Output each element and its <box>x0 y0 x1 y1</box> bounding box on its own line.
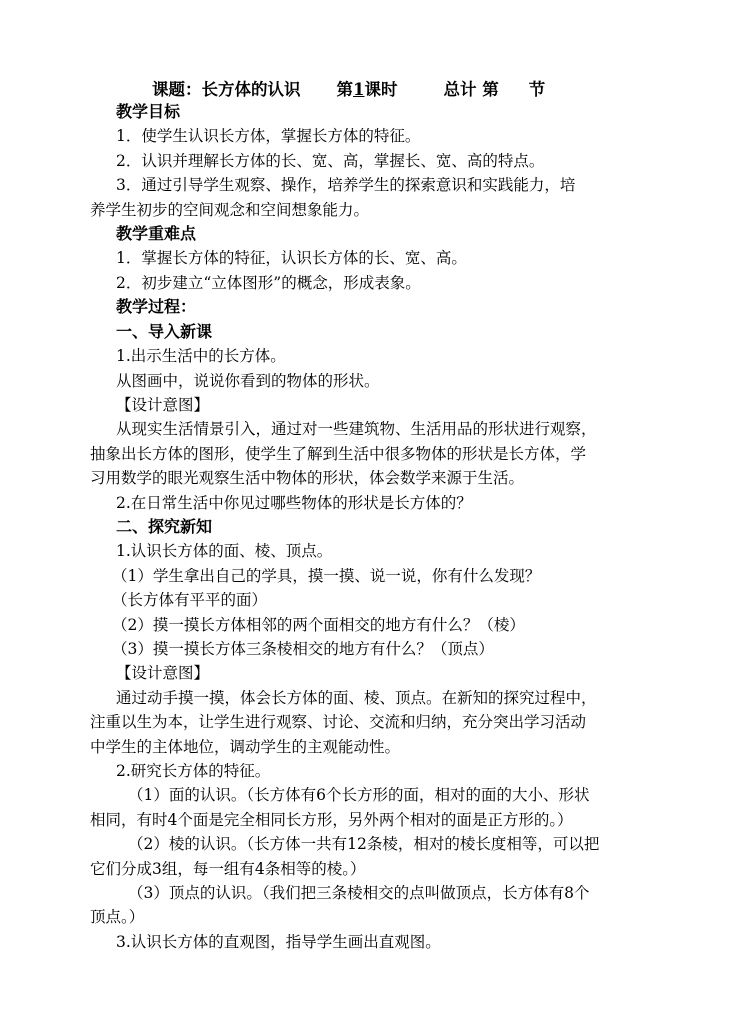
section-label: 节 <box>528 80 546 99</box>
heading-objectives: 教学目标 <box>116 102 181 121</box>
text-line: 从图画中，说说你看到的物体的形状。 <box>116 372 380 390</box>
text-line: （2）摸一摸长方体相邻的两个面相交的地方有什么？（棱） <box>112 616 525 634</box>
text-line: 注重以生为本，让学生进行观察、讨论、交流和归纳，充分突出学习活动 <box>90 713 587 731</box>
text-line: （1）学生拿出自己的学具，摸一摸、说一说，你有什么发现？ <box>112 567 541 585</box>
text-line: 通过动手摸一摸，体会长方体的面、棱、顶点。在新知的探究过程中， <box>116 689 597 707</box>
period-suffix: 课时 <box>364 80 398 99</box>
text-line: 3.认识长方体的直观图，指导学生画出直观图。 <box>116 933 441 951</box>
text-line: 1.出示生活中的长方体。 <box>116 347 286 365</box>
text-line: 习用数学的眼光观察生活中物体的形状，体会数学来源于生活。 <box>90 469 525 487</box>
text-line: 2.研究长方体的特征。 <box>116 762 271 780</box>
text-line: （1）面的认识。（长方体有6个长方形的面，相对的面的大小、形状 <box>128 786 590 804</box>
text-line: 1．使学生认识长方体，掌握长方体的特征。 <box>116 127 421 145</box>
heading-key-points: 教学重难点 <box>116 224 197 243</box>
text-line: （3）顶点的认识。（我们把三条棱相交的点叫做顶点，长方体有8个 <box>128 884 590 902</box>
lesson-name: 课题：长方体的认识 <box>152 80 301 99</box>
text-line: 养学生初步的空间观念和空间想象能力。 <box>90 201 370 219</box>
text-line: 3．通过引导学生观察、操作，培养学生的探索意识和实践能力，培 <box>116 176 576 194</box>
text-line: 相同，有时4个面是完全相同长方形，另外两个相对的面是正方形的。） <box>90 811 573 829</box>
text-line: 抽象出长方体的图形，使学生了解到生活中很多物体的形状是长方体，学 <box>90 445 587 463</box>
design-intent-label: 【设计意图】 <box>116 664 210 682</box>
heading-explore: 二、探究新知 <box>116 517 213 536</box>
text-line: 从现实生活情景引入，通过对一些建筑物、生活用品的形状进行观察， <box>116 420 597 438</box>
period-prefix: 第 <box>336 80 353 99</box>
text-line: 2．初步建立“立体图形”的概念，形成表象。 <box>116 274 421 292</box>
period-number: 1 <box>353 80 365 99</box>
text-line: 1．掌握长方体的特征，认识长方体的长、宽、高。 <box>116 249 467 267</box>
text-line: 2．认识并理解长方体的长、宽、高，掌握长、宽、高的特点。 <box>116 152 545 170</box>
text-line: （2）棱的认识。（长方体一共有12条棱，相对的棱长度相等，可以把 <box>128 835 600 853</box>
text-line: 顶点。） <box>90 908 145 926</box>
text-line: 中学生的主体地位，调动学生的主观能动性。 <box>90 738 401 756</box>
total-label: 总计 第 <box>443 80 499 99</box>
text-line: 2.在日常生活中你见过哪些物体的形状是长方体的？ <box>116 494 472 512</box>
text-line: （3）摸一摸长方体三条棱相交的地方有什么？（顶点） <box>112 640 494 658</box>
text-line: 1.认识长方体的面、棱、顶点。 <box>116 542 333 560</box>
text-line: 它们分成3组，每一组有4条相等的棱。） <box>90 860 366 878</box>
heading-process: 教学过程： <box>116 297 197 316</box>
text-line: （长方体有平平的面） <box>112 591 268 609</box>
lesson-title <box>152 76 545 100</box>
design-intent-label: 【设计意图】 <box>116 396 210 414</box>
heading-intro: 一、导入新课 <box>116 322 213 341</box>
